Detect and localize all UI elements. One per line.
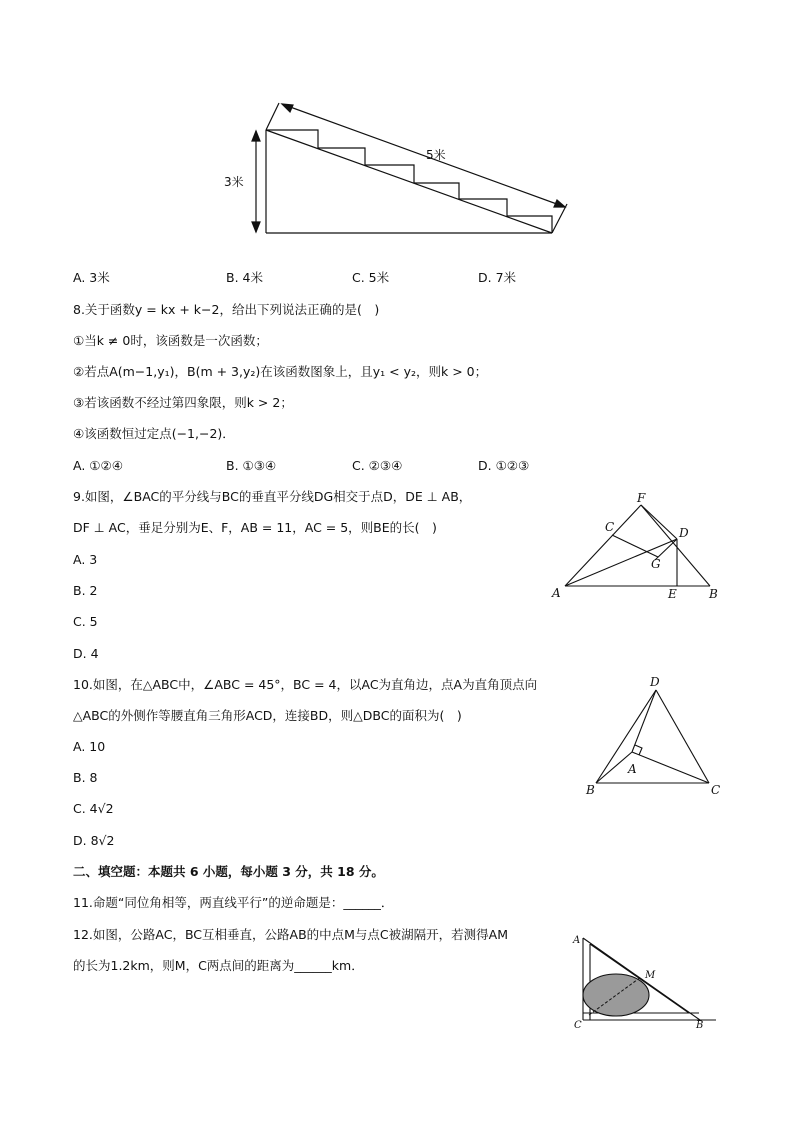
q9-label-g: G: [651, 557, 661, 571]
q8-statement-1: ①当k ≠ 0时，该函数是一次函数；: [73, 333, 268, 348]
q9-label-e: E: [668, 587, 677, 601]
q10-stem-line-2: △ABC的外侧作等腰直角三角形ACD，连接BD，则△DBC的面积为( ): [73, 708, 462, 723]
q9-label-a: A: [552, 586, 561, 600]
q8-option-b[interactable]: B. ①③④: [226, 458, 277, 473]
q7-option-c[interactable]: C. 5米: [352, 270, 390, 285]
q8-option-c[interactable]: C. ②③④: [352, 458, 403, 473]
q9-label-f: F: [637, 491, 646, 505]
q8-statement-4: ④该函数恒过定点(−1,−2)．: [73, 426, 235, 441]
q8-stem: 8.关于函数y = kx + k−2，给出下列说法正确的是( ): [73, 302, 380, 317]
lake-ellipse: [583, 974, 649, 1016]
q9-stem-line-2: DF ⊥ AC，垂足分别为E、F，AB = 11，AC = 5，则BE的长( ): [73, 520, 437, 535]
q10-option-a[interactable]: A. 10: [73, 739, 106, 754]
q9-option-a[interactable]: A. 3: [73, 552, 98, 567]
q9-option-c[interactable]: C. 5: [73, 614, 98, 629]
q7-option-a[interactable]: A. 3米: [73, 270, 110, 285]
q9-label-c: C: [605, 520, 615, 534]
q12-label-b: B: [696, 1020, 704, 1031]
q12-text-line-2: 的长为1.2km，则M，C两点间的距离为______km．: [73, 958, 364, 973]
q10-stem-line-1: 10.如图，在△ABC中，∠ABC = 45°，BC = 4，以AC为直角边，点A为直角顶点向: [73, 677, 538, 692]
q8-option-d[interactable]: D. ①②③: [478, 458, 530, 473]
q9-option-d[interactable]: D. 4: [73, 646, 99, 661]
q9-label-b: B: [709, 587, 718, 601]
q8-statement-3: ③若该函数不经过第四象限，则k > 2；: [73, 395, 293, 410]
q12-label-a: A: [573, 935, 581, 946]
q12-label-m: M: [645, 970, 656, 981]
height-label: 3米: [224, 175, 244, 189]
q9-label-d: D: [679, 526, 689, 540]
section-2-title: 二、填空题：本题共 6 小题，每小题 3 分，共 18 分。: [73, 864, 384, 879]
q9-option-b[interactable]: B. 2: [73, 583, 98, 598]
q8-statement-2: ②若点A(m−1,y₁)，B(m + 3,y₂)在该函数图象上，且y₁ < y₂，则k > 0；: [73, 364, 488, 379]
q9-stem-line-1: 9.如图，∠BAC的平分线与BC的垂直平分线DG相交于点D，DE ⊥ AB，: [73, 489, 472, 504]
q10-label-b: B: [586, 783, 595, 797]
q7-option-b[interactable]: B. 4米: [226, 270, 263, 285]
q10-option-d[interactable]: D. 8√2: [73, 833, 115, 848]
q12-label-c: C: [574, 1020, 582, 1031]
q7-option-d[interactable]: D. 7米: [478, 270, 517, 285]
q10-label-d: D: [650, 675, 660, 689]
q8-option-a[interactable]: A. ①②④: [73, 458, 123, 473]
q10-label-c: C: [711, 783, 721, 797]
q10-option-c[interactable]: C. 4√2: [73, 801, 114, 816]
q12-text-line-1: 12.如图，公路AC，BC互相垂直，公路AB的中点M与点C被湖隔开，若测得AM: [73, 927, 508, 942]
length-label: 5米: [426, 148, 446, 162]
q10-option-b[interactable]: B. 8: [73, 770, 98, 785]
q10-label-a: A: [628, 762, 637, 776]
q11-text: 11.命题“同位角相等，两直线平行”的逆命题是：______．: [73, 895, 394, 910]
